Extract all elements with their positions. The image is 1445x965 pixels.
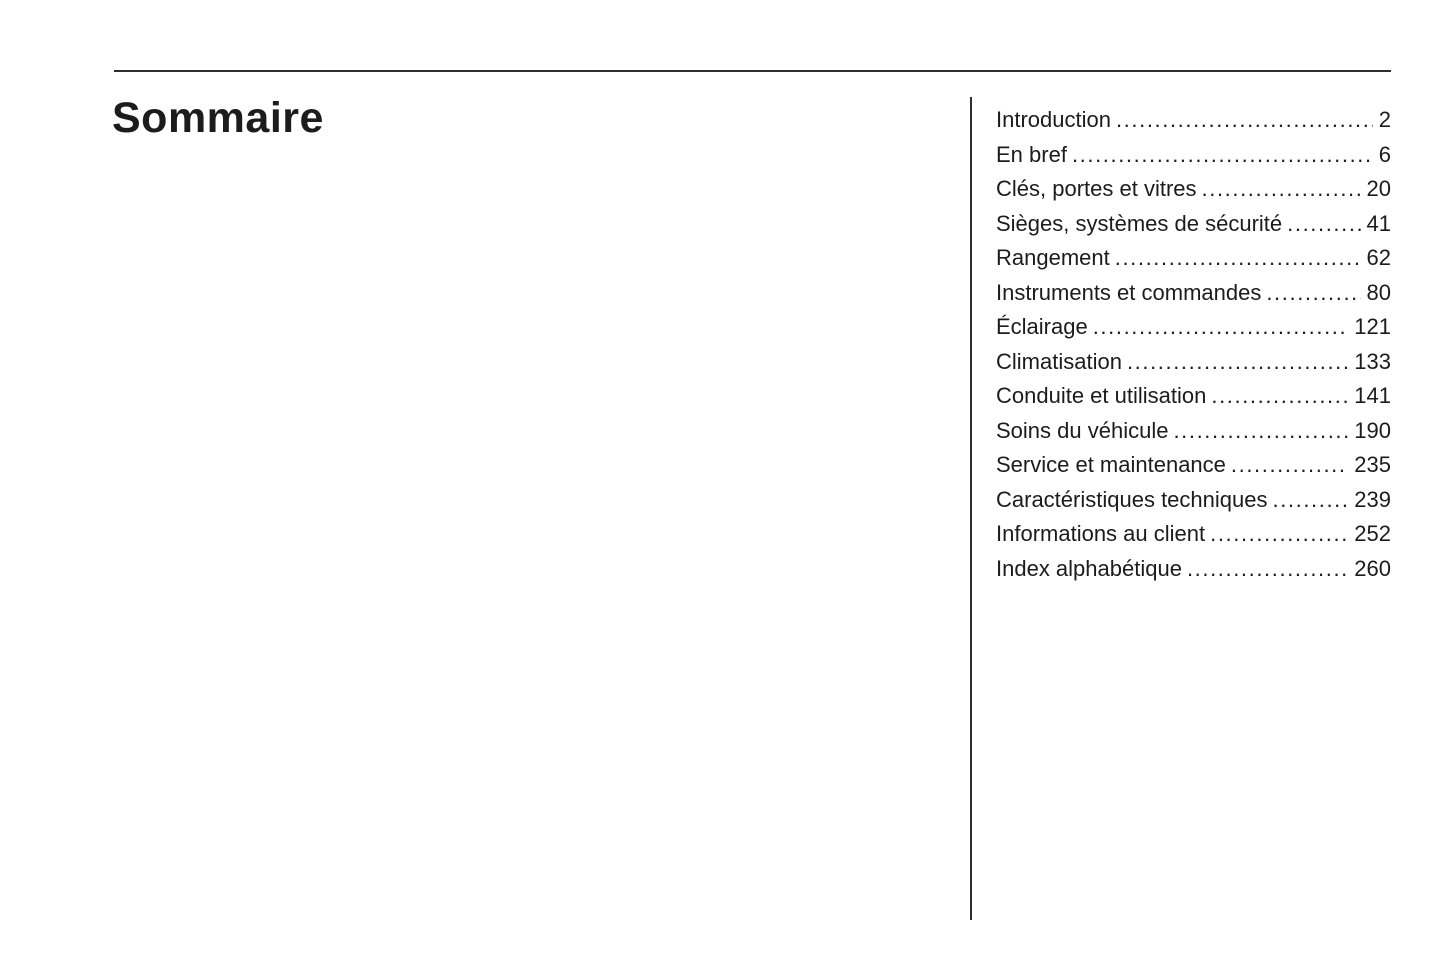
toc-page-number: 20 — [1366, 176, 1391, 201]
toc-entry — [996, 138, 1391, 173]
toc-entry — [996, 517, 1391, 552]
toc-entry — [996, 379, 1391, 414]
toc-entry — [996, 276, 1391, 311]
toc-page-number: 235 — [1354, 452, 1391, 477]
toc-entry — [996, 241, 1391, 276]
toc-page-number: 239 — [1354, 486, 1391, 512]
toc-entry-label: Clés, portes et vitres — [996, 176, 1197, 201]
toc-entry — [996, 414, 1391, 449]
toc-entry — [996, 345, 1391, 380]
toc-page-number: 190 — [1354, 417, 1391, 443]
toc-dot-leader — [1231, 448, 1348, 483]
toc-page-number: 41 — [1366, 210, 1391, 236]
toc-dot-leader — [1187, 552, 1348, 587]
toc-page-number: 141 — [1354, 383, 1391, 408]
toc-page-number: 121 — [1354, 314, 1391, 339]
toc-entry-label: Informations au client — [996, 521, 1206, 546]
toc-entry — [996, 172, 1391, 207]
toc-page-number: 133 — [1354, 348, 1391, 374]
page-title: Sommaire — [112, 94, 324, 142]
toc-dot-leader — [1093, 310, 1349, 345]
toc-entry — [996, 448, 1391, 483]
toc-dot-leader — [1116, 103, 1373, 138]
toc-entry-label: Rangement — [996, 245, 1110, 270]
toc-entry-label: Index alphabétique — [996, 555, 1182, 581]
toc-dot-leader — [1127, 345, 1348, 380]
toc-page-number: 2 — [1378, 107, 1391, 132]
toc-entry — [996, 310, 1391, 345]
table-of-contents — [996, 103, 1391, 586]
toc-dot-leader — [1210, 517, 1348, 552]
toc-entry — [996, 103, 1391, 138]
toc-page-number: 260 — [1354, 555, 1391, 581]
toc-page-number: 80 — [1366, 279, 1391, 305]
toc-dot-leader — [1202, 172, 1361, 207]
toc-entry-label: En bref — [996, 141, 1067, 167]
toc-entry-label: Soins du véhicule — [996, 417, 1169, 443]
toc-dot-leader — [1115, 241, 1361, 276]
toc-page-number: 252 — [1354, 521, 1391, 546]
toc-entry-label: Éclairage — [996, 314, 1088, 339]
toc-dot-leader — [1211, 379, 1348, 414]
toc-page-number: 6 — [1378, 141, 1391, 167]
toc-dot-leader — [1266, 276, 1360, 311]
toc-entry — [996, 552, 1391, 587]
toc-dot-leader — [1272, 483, 1348, 518]
toc-dot-leader — [1072, 138, 1373, 173]
toc-entry-label: Climatisation — [996, 348, 1122, 374]
top-horizontal-rule — [114, 70, 1391, 72]
toc-dot-leader — [1173, 414, 1348, 449]
toc-entry — [996, 207, 1391, 242]
toc-entry-label: Introduction — [996, 107, 1111, 132]
toc-page-number: 62 — [1366, 245, 1391, 270]
toc-entry-label: Sièges, systèmes de sécurité — [996, 210, 1283, 236]
toc-entry-label: Conduite et utilisation — [996, 383, 1207, 408]
toc-entry — [996, 483, 1391, 518]
column-divider — [970, 97, 972, 920]
toc-entry-label: Instruments et commandes — [996, 279, 1262, 305]
toc-entry-label: Caractéristiques techniques — [996, 486, 1268, 512]
toc-dot-leader — [1287, 207, 1360, 242]
toc-entry-label: Service et maintenance — [996, 452, 1226, 477]
